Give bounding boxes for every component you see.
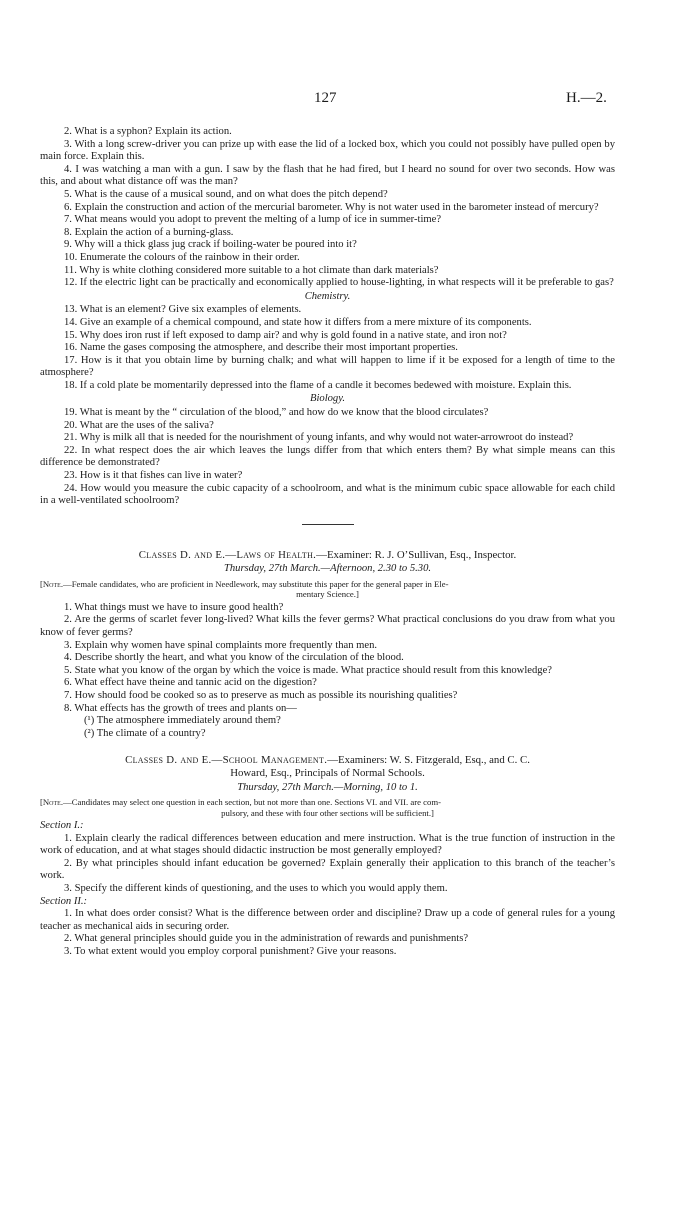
question-item: 3. Specify the different kinds of questioning, and the uses to which you would apply them. — [64, 882, 448, 894]
question-item: 2. What general principles should guide you in the administration of rewards and punishments? — [64, 933, 469, 945]
question-item: 18. If a cold plate be momentarily depressed into the flame of a candle it becomes bedewed with moisture. Explain this. — [64, 379, 572, 391]
section-2-label: Section II.: — [40, 895, 88, 907]
health-heading-classes: Classes D. and E.—Laws of Health. — [138, 548, 317, 561]
section-divider — [302, 524, 354, 525]
question-subitem: (²) The climate of a country? — [84, 727, 206, 739]
question-item: 4. I was watching a man with a gun. I saw by the flash that he had fired, but I heard no sound for over two seconds. How was this, and about what distance off was the man? — [40, 163, 615, 188]
health-note-tail: mentary Science.] — [296, 589, 359, 600]
chemistry-heading: Chemistry. — [304, 290, 351, 302]
management-heading-classes: Classes D. and E.—School Management. — [125, 754, 328, 767]
question-item: 1. Explain clearly the radical differences between education and mere instruction. What is the true function of instruction in the work of education, and at what stages should didactic instruction be most generally employed? — [40, 832, 615, 857]
health-note — [40, 579, 615, 600]
management-heading-examiner-1: —Examiners: W. S. Fitzgerald, Esq., and C. C. — [327, 754, 530, 767]
question-item: 7. What means would you adopt to prevent the melting of a lump of ice in summer-time? — [64, 214, 442, 226]
document-body — [40, 126, 615, 958]
physics-questions — [40, 126, 615, 290]
question-item: 24. How would you measure the cubic capacity of a schoolroom, and what is the minimum cubic space allowable for each child in a well-ventilated schoolroom? — [40, 482, 615, 507]
question-item: 8. What effects has the growth of trees and plants on— — [64, 702, 297, 714]
page-header — [0, 90, 700, 110]
health-heading-examiner: —Examiner: R. J. O’Sullivan, Esq., Inspector. — [316, 548, 517, 561]
management-note — [40, 797, 615, 818]
question-item: 4. Describe shortly the heart, and what you know of the circulation of the blood. — [64, 652, 404, 664]
question-item: 21. Why is milk all that is needed for the nourishment of young infants, and why would not water-arrowroot do instead? — [64, 432, 574, 444]
section-1-label: Section I.: — [40, 819, 84, 831]
health-note-text: —Female candidates, who are proficient in Needlework, may substitute this paper for the general paper in Ele- — [63, 579, 449, 589]
health-heading — [40, 549, 615, 562]
document-code: H.—2. — [566, 90, 607, 106]
section-2-questions — [40, 908, 615, 958]
management-heading-examiner-2: Howard, Esq., Principals of Normal Schools. — [230, 766, 425, 779]
question-item: 1. What things must we have to insure good health? — [64, 601, 284, 613]
question-item: 3. Explain why women have spinal complaints more frequently than men. — [64, 639, 378, 651]
question-item: 22. In what respect does the air which leaves the lungs differ from that which enters them? By what simple means can this difference be demonstrated? — [40, 444, 615, 469]
spacer — [40, 740, 615, 754]
question-item: 6. Explain the construction and action of the mercurial barometer. Why is not water used in the barometer instead of mercury? — [64, 201, 599, 213]
management-note-label: [Note. — [40, 797, 64, 808]
management-heading — [40, 754, 615, 779]
question-item: 5. What is the cause of a musical sound, and on what does the pitch depend? — [64, 188, 388, 200]
section-1-questions — [40, 833, 615, 896]
management-time: Thursday, 27th March.—Morning, 10 to 1. — [237, 781, 418, 793]
question-item: 9. Why will a thick glass jug crack if boiling-water be poured into it? — [64, 239, 357, 251]
chemistry-questions — [40, 304, 615, 392]
question-item: 12. If the electric light can be practically and economically applied to house-lighting, in what respects will it be preferable to gas? — [64, 277, 614, 289]
question-item: 2. What is a syphon? Explain its action. — [64, 126, 232, 137]
question-item: 14. Give an example of a chemical compound, and state how it differs from a mere mixture of its components. — [64, 316, 532, 328]
biology-questions — [40, 407, 615, 508]
page-number: 127 — [314, 90, 337, 106]
biology-heading: Biology. — [309, 393, 345, 405]
question-item: 15. Why does iron rust if left exposed to damp air? and why is gold found in a native state, and iron not? — [64, 329, 507, 341]
question-item: 5. State what you know of the organ by which the voice is made. What practice should result from this knowledge? — [64, 664, 552, 676]
question-item: 16. Name the gases composing the atmosphere, and describe their most important properties. — [64, 342, 458, 354]
question-item: 23. How is it that fishes can live in water? — [64, 470, 243, 482]
question-item: 8. Explain the action of a burning-glass. — [64, 226, 234, 238]
management-note-text: —Candidates may select one question in each section, but not more than one. Sections VI. and VII. are com- — [63, 797, 441, 808]
health-note-label: [Note. — [40, 579, 64, 589]
question-item: 11. Why is white clothing considered more suitable to a hot climate than dark materials? — [64, 264, 439, 276]
health-time: Thursday, 27th March.—Afternoon, 2.30 to 5.30. — [223, 563, 432, 575]
question-item: 2. By what principles should infant education be governed? Explain generally their application to this branch of the teacher’s work. — [40, 857, 615, 882]
question-item: 17. How is it that you obtain lime by burning chalk; and what will happen to lime if it be exposed for a length of time to the atmosphere? — [40, 354, 615, 379]
question-item: 6. What effect have theine and tannic acid on the digestion? — [64, 677, 317, 689]
question-subitem: (¹) The atmosphere immediately around them? — [84, 715, 281, 727]
question-item: 10. Enumerate the colours of the rainbow in their order. — [64, 251, 300, 263]
question-item: 13. What is an element? Give six examples of elements. — [64, 304, 302, 316]
question-item: 20. What are the uses of the saliva? — [64, 419, 214, 431]
question-item: 7. How should food be cooked so as to preserve as much as possible its nourishing qualities? — [64, 689, 458, 701]
question-item: 19. What is meant by the “ circulation of the blood,” and how do we know that the blood circulates? — [64, 407, 489, 419]
question-item: 3. With a long screw-driver you can prize up with ease the lid of a locked box, which you could not possibly have pulled open by main force. Explain this. — [40, 138, 615, 163]
health-questions — [40, 602, 615, 741]
question-item: 3. To what extent would you employ corporal punishment? Give your reasons. — [64, 945, 397, 957]
question-item: 1. In what does order consist? What is the difference between order and discipline? Draw up a code of general rules for a young teacher as mechanical aids in securing order. — [40, 908, 615, 932]
management-note-tail: pulsory, and these with four other sections will be sufficient.] — [221, 807, 434, 818]
question-item: 2. Are the germs of scarlet fever long-lived? What kills the fever germs? What practical conclusions do you draw from what you know of fever germs? — [40, 614, 615, 638]
